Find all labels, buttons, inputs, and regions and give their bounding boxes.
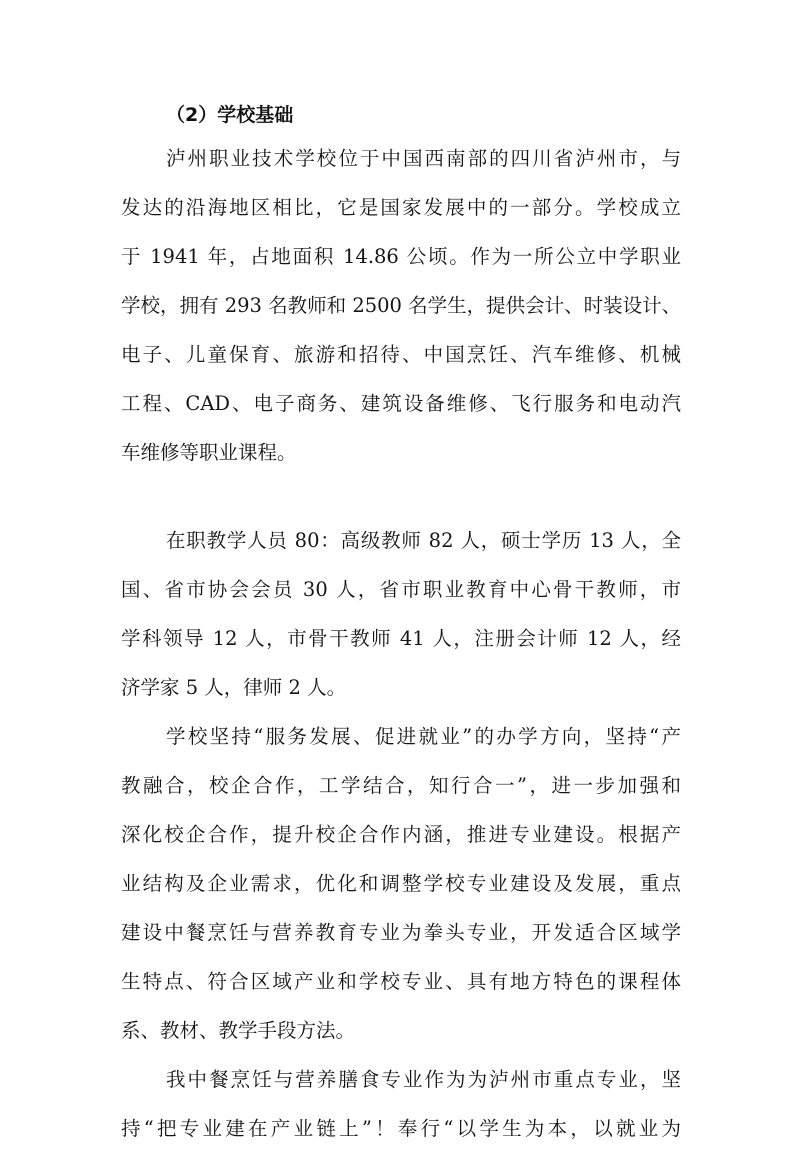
paragraph-line: 工程、CAD、电子商务、建筑设备维修、飞行服务和电动汽 — [121, 392, 681, 415]
section-heading: （2）学校基础 — [166, 104, 294, 126]
paragraph-line: 学校，拥有 293 名教师和 2500 名学生，提供会计、时装设计、 — [121, 294, 681, 317]
paragraph-line: 泸州职业技术学校位于中国西南部的四川省泸州市，与 — [166, 147, 681, 170]
paragraph-line: 在职教学人员 80：高级教师 82 人，硕士学历 13 人，全 — [166, 529, 681, 552]
paragraph-line: 建设中餐烹饪与营养教育专业为拳头专业，开发适合区域学 — [121, 921, 681, 944]
paragraph-line: 系、教材、教学手段方法。 — [121, 1019, 356, 1042]
paragraph-line: 济学家 5 人，律师 2 人。 — [121, 676, 347, 699]
paragraph-line: 于 1941 年，占地面积 14.86 公顷。作为一所公立中学职业 — [121, 245, 681, 268]
paragraph-line: 学科领导 12 人，市骨干教师 41 人，注册会计师 12 人，经 — [121, 627, 681, 650]
paragraph-line: 持“把专业建在产业链上”！奉行“以学生为本，以就业为 — [121, 1117, 681, 1140]
paragraph-line: 生特点、符合区域产业和学校专业、具有地方特色的课程体 — [121, 970, 681, 993]
paragraph-line: 学校坚持“服务发展、促进就业”的办学方向，坚持“产 — [166, 725, 681, 748]
paragraph-line: 车维修等职业课程。 — [121, 441, 297, 464]
paragraph-line: 深化校企合作，提升校企合作内涵，推进专业建设。根据产 — [121, 823, 681, 846]
paragraph-line: 国、省市协会会员 30 人，省市职业教育中心骨干教师，市 — [121, 578, 681, 601]
paragraph-line: 我中餐烹饪与营养膳食专业作为为泸州市重点专业，坚 — [166, 1068, 681, 1091]
paragraph-line: 业结构及企业需求，优化和调整学校专业建设及发展，重点 — [121, 872, 681, 895]
paragraph-line: 发达的沿海地区相比，它是国家发展中的一部分。学校成立 — [121, 196, 681, 219]
paragraph-line: 电子、儿童保育、旅游和招待、中国烹饪、汽车维修、机械 — [121, 343, 681, 366]
paragraph-line: 教融合，校企合作，工学结合，知行合一”，进一步加强和 — [121, 774, 681, 797]
